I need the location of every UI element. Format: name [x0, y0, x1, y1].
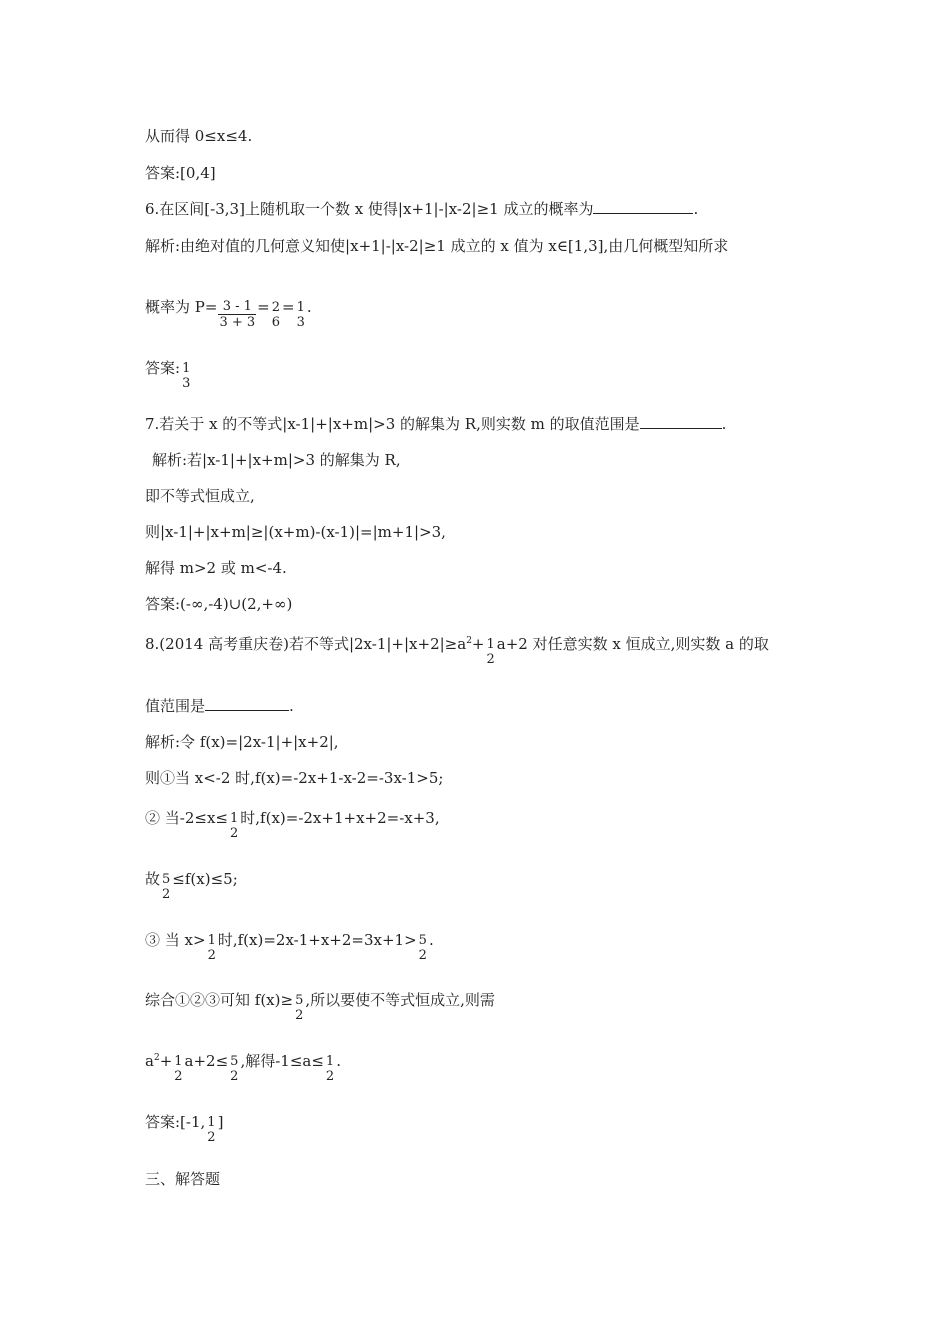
- fraction: $\frac{3 - 1}{3 + 3}$: [219, 299, 256, 330]
- solution-line: ③ 当 x> 1 2 时,f(x)=2x-1+x+2=3x+1> 5 2 .: [145, 931, 434, 963]
- solution-line: 解析:由绝对值的几何意义知使|x+1|-|x-2|≥1 成立的 x 值为 x∈[1,3],由几何概型知所求: [145, 237, 729, 255]
- solution-line: 则①当 x<-2 时,f(x)=-2x+1-x-2=-3x-1>5;: [145, 769, 444, 787]
- solution-line: 故 5 2 ≤f(x)≤5;: [145, 870, 238, 902]
- solution-line: 概率为 P= $\frac{3 - 1}{3 + 3}$ = 2 6 = 1 3 .: [145, 298, 312, 330]
- solution-line: 解析:若|x-1|+|x+m|>3 的解集为 R,: [152, 451, 401, 469]
- solution-line: $a^2+$ 1 2 a+2≤ 5 2 ,解得-1≤a≤ 1 2 .: [145, 1052, 341, 1084]
- question-6: 6.在区间[-3,3]上随机取一个数 x 使得|x+1|-|x-2|≥1 成立的概率为 .: [145, 200, 699, 218]
- solution-line: 解得 m>2 或 m<-4.: [145, 559, 287, 577]
- fraction: 2 6: [271, 300, 280, 330]
- fraction: 5 2: [230, 1054, 239, 1084]
- fraction: 1 2: [207, 1115, 216, 1145]
- answer-line: 答案: 1 3: [145, 359, 191, 391]
- solution-line: 则|x-1|+|x+m|≥|(x+m)-(x-1)|=|m+1|>3,: [145, 523, 446, 541]
- fraction: 1 3: [182, 361, 191, 391]
- fraction: 5 2: [418, 933, 427, 963]
- fraction: 1 2: [486, 637, 495, 667]
- answer-blank: [593, 199, 693, 214]
- text-line: 从而得 0≤x≤4.: [145, 127, 253, 145]
- question-7: 7.若关于 x 的不等式|x-1|+|x+m|>3 的解集为 R,则实数 m 的取值范围是 .: [145, 415, 727, 433]
- solution-line: 综合①②③可知 f(x)≥ 5 2 ,所以要使不等式恒成立,则需: [145, 991, 495, 1023]
- solution-line: 解析:令 f(x)=|2x-1|+|x+2|,: [145, 733, 339, 751]
- fraction: 1 3: [296, 300, 305, 330]
- fraction: 1 2: [207, 933, 216, 963]
- answer-line: 答案:[-1, 1 2 ]: [145, 1113, 224, 1145]
- answer-line: 答案:(-∞,-4)∪(2,+∞): [145, 595, 293, 613]
- fraction: 1 2: [325, 1054, 335, 1084]
- section-heading: 三、解答题: [145, 1170, 221, 1188]
- answer-blank: [640, 414, 722, 429]
- solution-line: 即不等式恒成立,: [145, 487, 255, 505]
- answer-line: 答案:[0,4]: [145, 164, 216, 182]
- fraction: 5 2: [295, 993, 304, 1023]
- answer-blank: [205, 696, 289, 711]
- fraction: 1 2: [229, 811, 239, 841]
- question-8-continued: 值范围是 .: [145, 697, 294, 715]
- solution-line: ② 当-2≤x≤ 1 2 时,f(x)=-2x+1+x+2=-x+3,: [145, 809, 440, 841]
- fraction: 5 2: [162, 872, 171, 902]
- question-8: 8.(2014 高考重庆卷)若不等式$|2x-1|+|x+2|\ge a^2+$ 1 2 a+2 对任意实数 x 恒成立,则实数 a 的取: [145, 635, 769, 667]
- fraction: 1 2: [174, 1054, 183, 1084]
